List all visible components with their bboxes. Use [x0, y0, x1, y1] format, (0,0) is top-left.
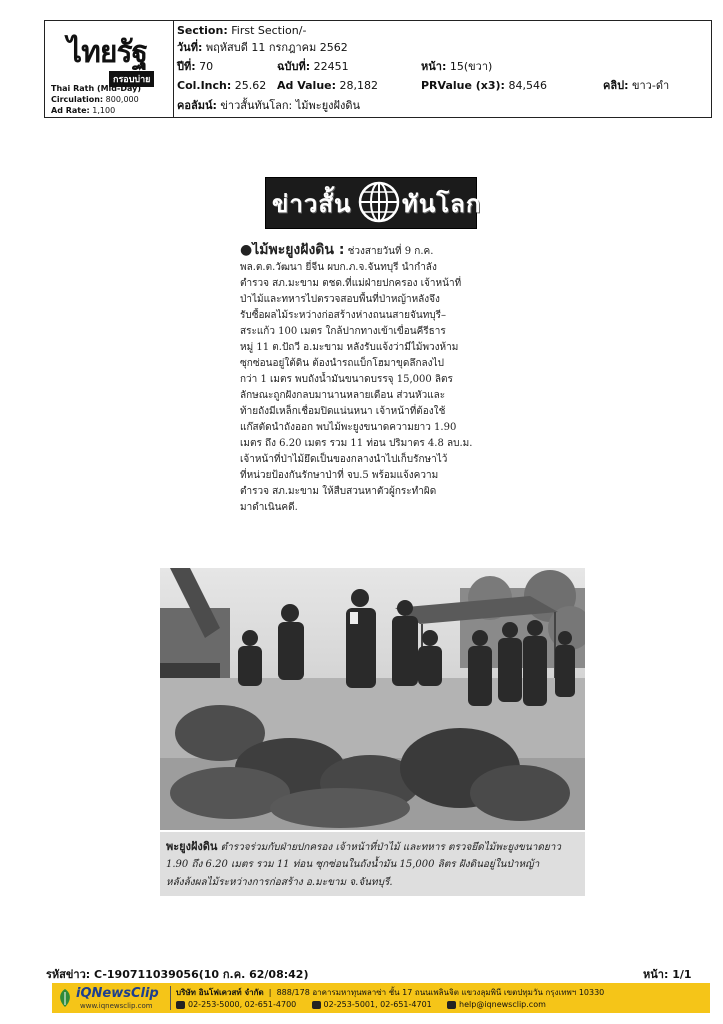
article-line: ตำรวจ สภ.มะขาม ตชด.ที่แม่ฝ่ายปกครอง เจ้าหน้าที่: [240, 278, 462, 289]
article-line: ตำรวจ สภ.มะขาม ให้สืบสวนหาตัวผู้กระทำผิด: [240, 486, 437, 497]
year-field: ปีที่: 70: [177, 60, 214, 73]
newspaper-logo: ไทยรัฐ: [67, 35, 148, 70]
footer-separator: [170, 986, 171, 1010]
page-indicator: หน้า: 1/1: [643, 968, 692, 981]
article-line: ●ไม้พะยูงฝังดิน : ช่วงสายวันที่ 9 ก.ค.: [240, 242, 434, 258]
article-body: [240, 242, 483, 516]
company-address: บริษัท อินโฟเควสท์ จำกัด | 888/178 อาคารมหาทุนพลาซ่า ชั้น 17 ถนนเพลินจิต แขวงลุมพินี เขตปทุมวัน กรุงเทพฯ 10330: [176, 988, 605, 997]
email-icon: [447, 1001, 456, 1009]
newspaper-logo-cell: [45, 21, 174, 117]
article-line: ป่าไม้และทหารไปตรวจสอบพื้นที่ป่าหญ้าหลังจึง: [240, 294, 440, 305]
column-masthead: [265, 177, 482, 229]
globe-icon: [357, 180, 401, 224]
paper-name: Thai Rath (Mid-Day): [51, 84, 142, 93]
article-line: เจ้าหน้าที่ป่าไม้ยึดเป็นของกลางนำไปเก็บรักษาไว้: [240, 454, 448, 465]
clipping-metadata: [177, 21, 711, 117]
article-line: แก๊สตัดนำถังออก พบไม้พะยูงขนาดความยาว 1.90: [240, 422, 457, 433]
news-photo-scene: [160, 568, 585, 830]
news-photo: [160, 568, 585, 830]
phone-number: 02-253-5000, 02-651-4700: [188, 1000, 297, 1009]
article-line: มาดำเนินคดี.: [240, 502, 298, 513]
page-field: หน้า: 15(ขวา): [421, 60, 493, 73]
prvalue-field: PRValue (x3): 84,546: [421, 79, 547, 92]
news-code: รหัสข่าว: C-190711039056(10 ก.ค. 62/08:42): [46, 968, 309, 981]
masthead-right-text: ทันโลก: [402, 190, 482, 218]
caption-line: หลังล้งผลไม้ระหว่างการก่อสร้าง อ.มะขาม จ.จันทบุรี.: [166, 877, 393, 888]
clip-field: คลิป: ขาว-ดำ: [603, 79, 670, 92]
column-row: คอลัมน์: ข่าวสั้นทันโลก: ไม้พะยูงฝังดิน: [177, 99, 361, 112]
article-line: กว่า 1 เมตร พบถังน้ำมันขนาดบรรจุ 15,000 ลิตร: [240, 374, 453, 385]
article-line: สระแก้ว 100 เมตร ใกล้ปากทางเข้าเขื่อนคีรีธาร: [240, 326, 446, 337]
edition-badge: กรอบบ่าย: [109, 71, 154, 87]
caption-line: พะยูงฝังดิน ตำรวจร่วมกับฝ่ายปกครอง เจ้าหน้าที่ป่าไม้ และทหาร ตรวจยึดไม้พะยูงขนาดยาว: [166, 840, 561, 853]
advalue-field: Ad Value: 28,182: [277, 79, 379, 92]
caption-line: 1.90 ถึง 6.20 เมตร รวม 11 ท่อน ซุกซ่อนในถังน้ำมัน 15,000 ลิตร ฝังดินอยู่ในป่าหญ้า: [166, 859, 540, 870]
contact-line: [176, 1000, 546, 1009]
article-line: ท้ายถังมีเหล็กเชื่อมปิดแน่นหนา เจ้าหน้าที่ต้องใช้: [240, 406, 446, 417]
iqnewsclip-logo: iQNewsClip www.iqnewsclip.com: [56, 986, 160, 1012]
colinch-field: Col.Inch: 25.62: [177, 79, 267, 92]
footer-bar: [52, 983, 710, 1013]
circulation: Circulation: 800,000: [51, 95, 139, 104]
phone-icon: [176, 1001, 185, 1009]
leaf-icon: [56, 988, 74, 1008]
article-line: รับซื้อผลไม้ระหว่างก่อสร้างห่างถนนสายจันทบุรี–: [240, 310, 447, 321]
email-link[interactable]: help@iqnewsclip.com: [459, 1000, 546, 1009]
article-line: พล.ต.ต.วัฒนา ยี่จีน ผบก.ภ.จ.จันทบุรี นำกำลัง: [240, 262, 437, 273]
article-line: ลักษณะถูกฝังกลบมานานหลายเดือน ส่วนหัวและ: [240, 390, 446, 401]
issue-field: ฉบับที่: 22451: [277, 60, 349, 73]
photo-caption: [160, 832, 585, 896]
fax-number: 02-253-5001, 02-651-4701: [323, 1000, 432, 1009]
ad-rate: Ad Rate: 1,100: [51, 106, 116, 115]
section-row: Section: First Section/-: [177, 24, 307, 37]
article-line: ที่หน่วยป้องกันรักษาป่าที่ จบ.5 พร้อมแจ้งความ: [240, 470, 439, 481]
clipping-header: [44, 20, 712, 118]
article-line: ซุกซ่อนอยู่ใต้ดิน ต้องนำรถแบ็กโฮมาขุดลึกลงไป: [240, 358, 444, 369]
fax-icon: [312, 1001, 321, 1009]
date-row: วันที่: พฤหัสบดี 11 กรกฎาคม 2562: [177, 41, 348, 54]
masthead-left-text: ข่าวสั้น: [272, 190, 352, 218]
article-line: เมตร ถึง 6.20 เมตร รวม 11 ท่อน ปริมาตร 4.8 ลบ.ม.: [240, 438, 473, 449]
caption-headline: พะยูงฝังดิน: [166, 840, 218, 853]
article-lead: ●ไม้พะยูงฝังดิน :: [240, 242, 345, 258]
article-line: หมู่ 11 ต.ปัถวี อ.มะขาม หลังรับแจ้งว่ามีไม้พวงห้าม: [240, 342, 459, 353]
